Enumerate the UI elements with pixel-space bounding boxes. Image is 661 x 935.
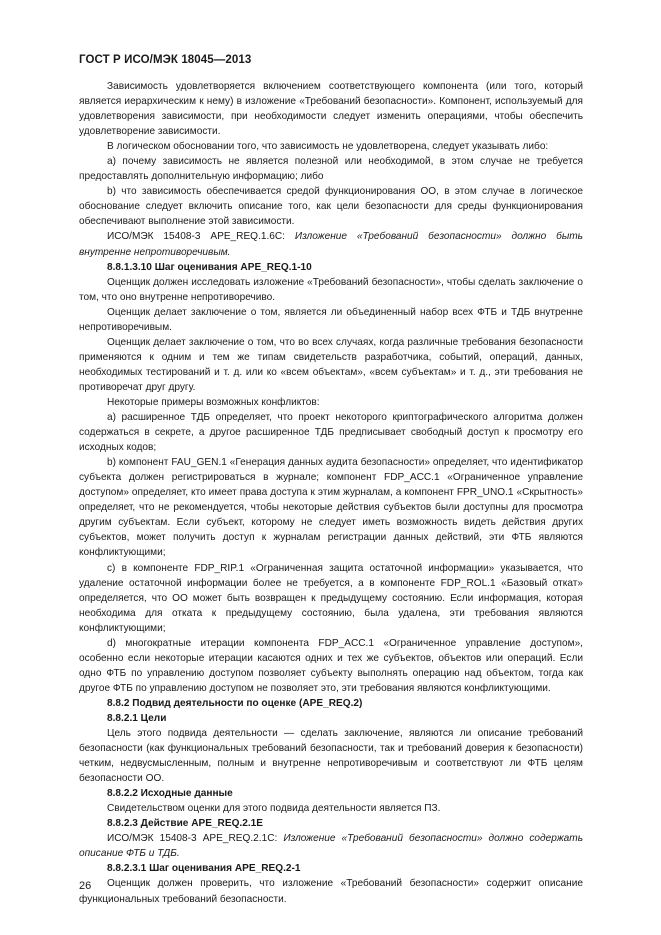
section-heading: 8.8.2.3.1 Шаг оценивания APE_REQ.2-1 (107, 863, 301, 875)
paragraph: Оценщик делает заключение о том, является ли объединенный набор всех ФТБ и ТДБ внутренне непротиворечивым. (79, 306, 583, 333)
section-heading: 8.8.2.3 Действие APE_REQ.2.1E (107, 818, 263, 830)
list-item: а) почему зависимость не является полезной или необходимой, в этом случае не требуется предоставлять дополнительную информацию; либо (79, 156, 583, 183)
list-item: b) что зависимость обеспечивается средой функционирования ОО, в этом случае в логическое обоснование следует включить описание того, как цели безопасности для среды функционирования обеспечивают выполнение этой зависимости. (79, 186, 583, 228)
list-item: b) компонент FAU_GEN.1 «Генерация данных аудита безопасности» определяет, что идентификатор субъекта должен регистрироваться в журнале; компонент FDP_ACC.1 «Ограниченное управление доступом» определяет, кто имеет права доступа к этим журналам, а компонент FPR_UNO.1 «Скрытность» определяет, что не рекомендуется, чтобы некоторые действия субъектов были доступны для просмотра другим субъектам. Если субъект, которому не следует иметь возможность видеть действия других субъектов, может получить доступ к журналам регистрации данных действий, эти ФТБ являются конфликтующими; (79, 457, 583, 559)
paragraph: Свидетельством оценки для этого подвида деятельности является ПЗ. (107, 803, 441, 815)
list-item: с) в компоненте FDP_RIP.1 «Ограниченная защита остаточной информации» указывается, что удаление остаточной информации более не требуется, а в компоненте FDP_ROL.1 «Базовый откат» определяется, что ОО может быть возвращен к предыдущему состоянию. Если информация, которая необходима для отката к предыдущему состоянию, была удалена, эти требования являются конфликтующими; (79, 562, 583, 634)
paragraph: В логическом обосновании того, что зависимость не удовлетворена, следует указывать либо: (107, 141, 549, 153)
list-item: d) многократные итерации компонента FDP_ACC.1 «Ограниченное управление доступом», особенно если некоторые итерации касаются одних и тех же субъектов, объектов или операций. Если одно ФТБ по управлению доступом позволяет субъекту выполнять операцию над объектом, тогда как другое ФТБ по управлению доступом не позволяет это, эти требования являются конфликтующими. (79, 637, 583, 694)
standard-reference (79, 831, 583, 861)
paragraph: Оценщик должен проверить, что изложение «Требований безопасности» содержит описание функциональных требований безопасности. (79, 878, 583, 905)
reference-code: ИСО/МЭК 15408-3 APE_REQ.1.6C: (107, 231, 295, 243)
page-number: 26 (79, 880, 92, 892)
section-heading: 8.8.2.2 Исходные данные (107, 788, 233, 800)
reference-text: Изложение «Требований безопасности» должно быть внутренне непротиворечивым. (79, 231, 583, 258)
paragraph: Оценщик делает заключение о том, что во всех случаях, когда различные требования безопасности применяются к одним и тем же типам свидетельств разработчика, событий, операций, данных, необходимых тестирований и т. д. или ко «всем объектам», «всем субъектам» и т. д., эти требования не противоречат друг другу. (79, 336, 583, 393)
standard-reference (79, 229, 583, 259)
list-item: а) расширенное ТДБ определяет, что проект некоторого криптографического алгоритма должен содержаться в секрете, а другое расширенное ТДБ предписывает свободный доступ к просмотру его исходных кодов; (79, 412, 583, 454)
paragraph: Цель этого подвида деятельности — сделать заключение, являются ли описание требований безопасности (как функциональных требований безопасности, так и требований доверия к безопасности) четким, недвусмысленным, полным и внутренне непротиворечивым и соответствуют ли ФТБ целям безопасности ОО. (79, 728, 583, 785)
paragraph: Зависимость удовлетворяется включением соответствующего компонента (или того, который является иерархическим к нему) в изложение «Требований безопасности». Компонент, используемый для удовлетворения зависимости, при необходимости следует изменить операциями, чтобы обеспечить удовлетворение зависимости. (79, 81, 583, 138)
document-body (79, 79, 583, 907)
reference-code: ИСО/МЭК 15408-3 APE_REQ.2.1C: (107, 833, 284, 845)
paragraph: Некоторые примеры возможных конфликтов: (107, 396, 320, 408)
document-header: ГОСТ Р ИСО/МЭК 18045—2013 (79, 54, 252, 66)
section-heading: 8.8.2 Подвид деятельности по оценке (APE_REQ.2) (107, 697, 363, 709)
paragraph: Оценщик должен исследовать изложение «Требований безопасности», чтобы сделать заключение о том, что оно внутренне непротиворечиво. (79, 276, 583, 303)
reference-text: Изложение «Требований безопасности» должно содержать описание ФТБ и ТДБ. (79, 833, 583, 860)
section-heading: 8.8.2.1 Цели (107, 712, 167, 724)
section-heading: 8.8.1.3.10 Шаг оценивания APE_REQ.1-10 (107, 261, 312, 273)
